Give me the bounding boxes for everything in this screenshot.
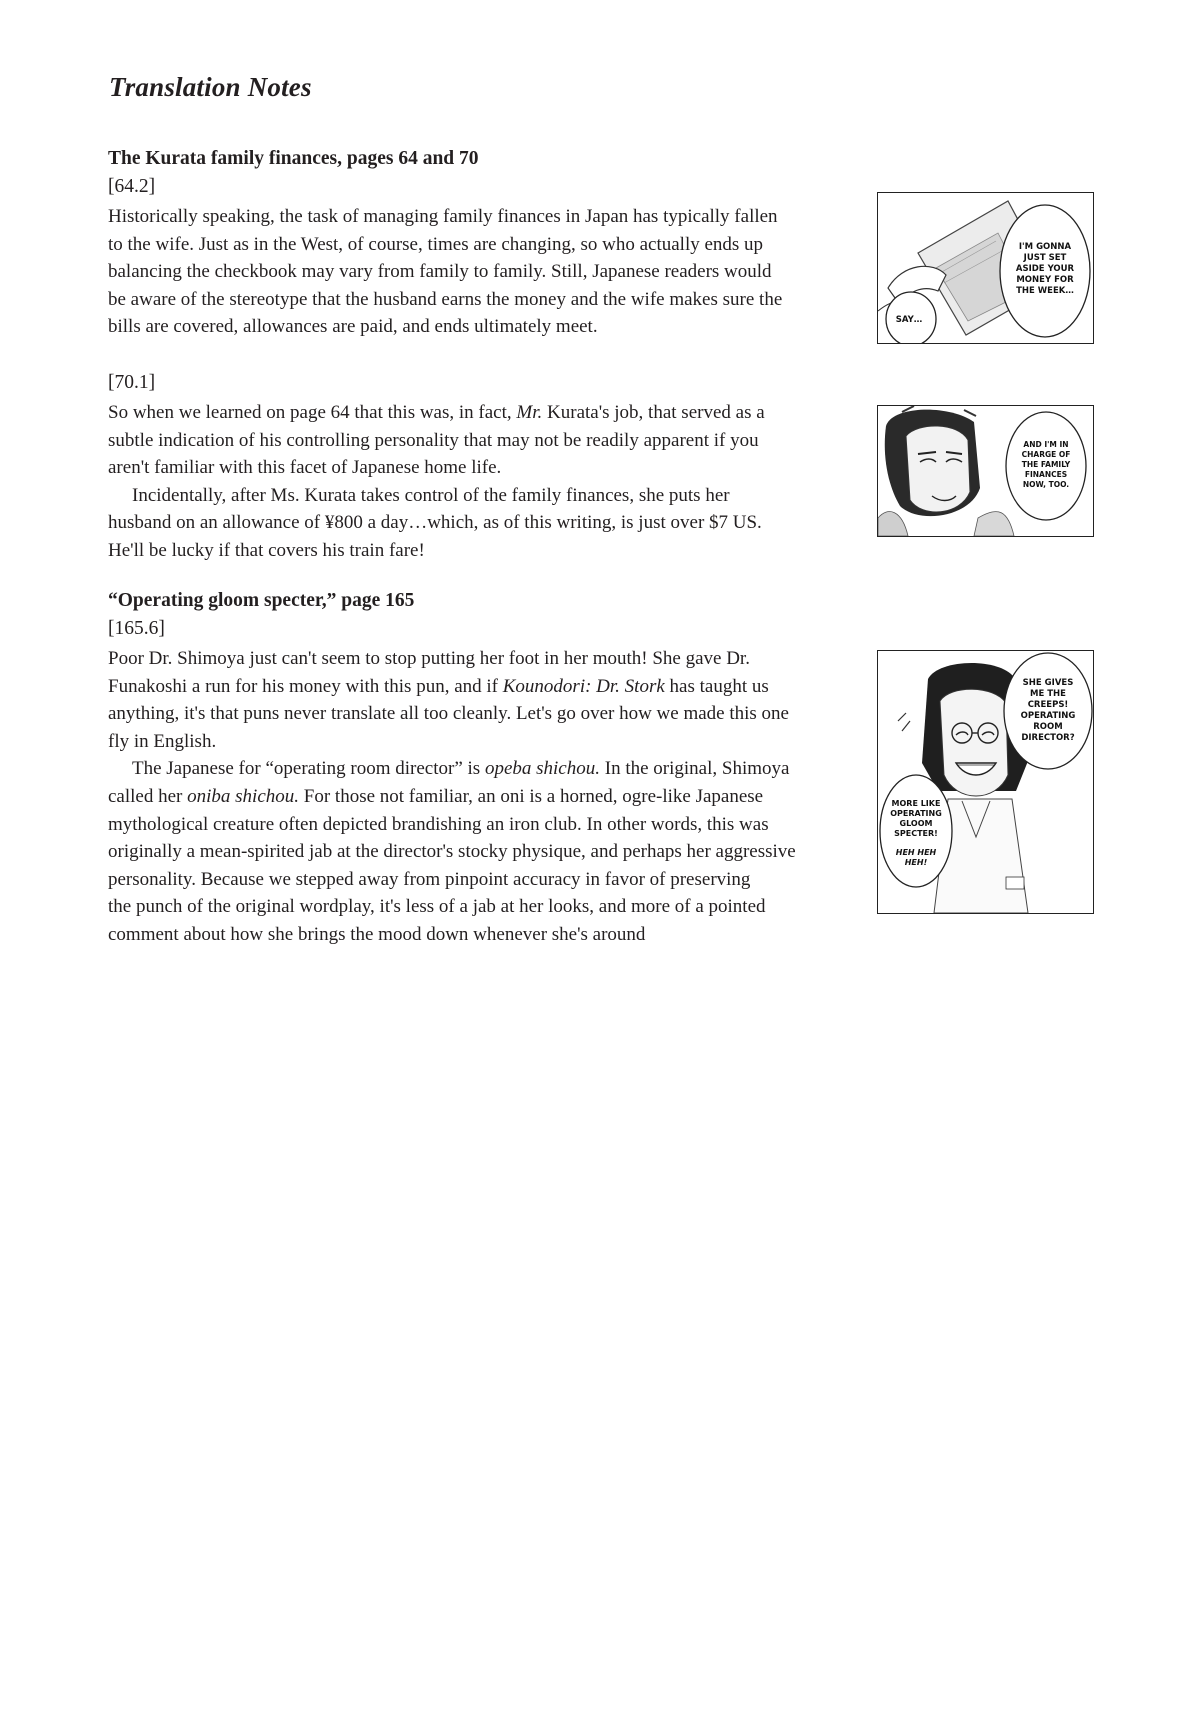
page-reference-64-2: [64.2] bbox=[108, 176, 156, 197]
emphasis-term: opeba shichou. bbox=[484, 758, 600, 780]
text-run: In the original, Shimoya bbox=[600, 758, 790, 780]
manga-panel-money-envelope bbox=[877, 192, 1094, 344]
text-run: called her bbox=[108, 785, 188, 807]
text-line: Historically speaking, the task of managing family finances in Japan has typically fallen bbox=[108, 206, 778, 227]
panel-illustration bbox=[878, 406, 1093, 536]
manga-panel-dr-shimoya bbox=[877, 650, 1094, 914]
paragraph-shimoya-pun bbox=[108, 645, 868, 949]
manga-panel-mrs-kurata bbox=[877, 405, 1094, 537]
speech-bubble-line: JUST SET bbox=[1023, 253, 1067, 263]
speech-bubble-line: GLOOM bbox=[899, 819, 933, 828]
text-line: personality. Because we stepped away from pinpoint accuracy in favor of preserving bbox=[108, 868, 751, 890]
text-line bbox=[108, 783, 868, 811]
page-title: Translation Notes bbox=[109, 72, 312, 102]
speech-bubble-line: THE WEEK… bbox=[1016, 286, 1074, 296]
page-reference-70-1: [70.1] bbox=[108, 372, 156, 393]
speech-bubble-line: DIRECTOR? bbox=[1021, 733, 1075, 743]
emphasis-mr: Mr. bbox=[516, 402, 543, 423]
panel-illustration bbox=[878, 651, 1093, 913]
text-line: husband on an allowance of ¥800 a day…which, as of this writing, is just over $7 US. bbox=[108, 512, 762, 534]
text-line: subtle indication of his controlling personality that may not be readily apparent if you bbox=[108, 429, 759, 451]
speech-bubble-line: SPECTER! bbox=[894, 829, 938, 838]
text-line bbox=[108, 673, 868, 701]
text-line: comment about how she brings the mood down whenever she's around bbox=[108, 923, 646, 945]
text-run: The Japanese for “operating room director” is bbox=[132, 758, 485, 780]
text-line: bills are covered, allowances are paid, and ends ultimately meet. bbox=[108, 316, 598, 338]
speech-bubble-line: FINANCES bbox=[1024, 470, 1068, 479]
speech-bubble-line: THE FAMILY bbox=[1021, 460, 1071, 469]
text-line: the punch of the original wordplay, it's less of a jab at her looks, and more of a pointed bbox=[108, 896, 766, 918]
text-line: mythological creature often depicted brandishing an iron club. In other words, this was bbox=[108, 813, 769, 835]
section-heading-gloom-specter: “Operating gloom specter,” page 165 bbox=[108, 590, 415, 611]
page-reference-165-6: [165.6] bbox=[108, 618, 165, 639]
speech-bubble-line: OPERATING bbox=[1020, 711, 1076, 721]
text-line bbox=[108, 399, 868, 427]
speech-bubble-line: NOW, TOO. bbox=[1022, 480, 1070, 489]
text-run: Kurata's job, that served as a bbox=[542, 402, 765, 423]
speech-bubble-line: ASIDE YOUR bbox=[1015, 264, 1075, 274]
speech-bubble-line: OPERATING bbox=[890, 809, 942, 818]
speech-bubble-small: SAY… bbox=[895, 315, 923, 325]
panel-illustration bbox=[878, 193, 1093, 343]
text-line: fly in English. bbox=[108, 730, 217, 752]
speech-bubble-line: ROOM bbox=[1033, 722, 1063, 732]
paragraph-mr-kurata-job bbox=[108, 399, 868, 565]
speech-bubble-line: CREEPS! bbox=[1027, 700, 1069, 710]
speech-bubble-line: MORE LIKE bbox=[891, 799, 941, 808]
speech-bubble-line: AND I'M IN bbox=[1023, 440, 1069, 449]
speech-bubble-line: I'M GONNA bbox=[1018, 242, 1072, 252]
speech-bubble-line: SHE GIVES bbox=[1022, 678, 1074, 688]
speech-bubble-line: CHARGE OF bbox=[1021, 450, 1071, 459]
text-line: be aware of the stereotype that the husband earns the money and the wife makes sure the bbox=[108, 288, 783, 310]
text-run: So when we learned on page 64 that this was, in fact, bbox=[108, 402, 517, 423]
emphasis-term: oniba shichou. bbox=[187, 785, 300, 807]
text-line: balancing the checkbook may vary from family to family. Still, Japanese readers would bbox=[108, 261, 772, 283]
speech-bubble-line: ME THE bbox=[1030, 689, 1066, 699]
speech-bubble-line: HEH! bbox=[904, 858, 928, 867]
text-line: anything, it's that puns never translate all too cleanly. Let's go over how we made this one bbox=[108, 703, 789, 725]
text-line: Poor Dr. Shimoya just can't seem to stop putting her foot in her mouth! She gave Dr. bbox=[108, 648, 750, 669]
speech-bubble-line: MONEY FOR bbox=[1016, 275, 1074, 285]
text-line: to the wife. Just as in the West, of course, times are changing, so who actually ends up bbox=[108, 233, 764, 255]
text-line: He'll be lucky if that covers his train fare! bbox=[108, 539, 425, 561]
text-run: Funakoshi a run for his money with this pun, and if bbox=[108, 675, 503, 697]
speech-bubble-line: HEH HEH bbox=[895, 848, 937, 857]
text-line bbox=[108, 755, 868, 783]
text-run: For those not familiar, an oni is a horned, ogre-like Japanese bbox=[299, 785, 764, 807]
section-heading-kurata: The Kurata family finances, pages 64 and 70 bbox=[108, 148, 479, 169]
text-run: has taught us bbox=[664, 675, 769, 697]
paragraph-kurata-finances bbox=[108, 203, 868, 341]
emphasis-title: Kounodori: Dr. Stork bbox=[502, 675, 665, 697]
text-line: originally a mean-spirited jab at the director's stocky physique, and perhaps her aggressive bbox=[108, 841, 796, 863]
text-line: Incidentally, after Ms. Kurata takes control of the family finances, she puts her bbox=[132, 484, 730, 506]
text-line: aren't familiar with this facet of Japanese home life. bbox=[108, 457, 502, 479]
